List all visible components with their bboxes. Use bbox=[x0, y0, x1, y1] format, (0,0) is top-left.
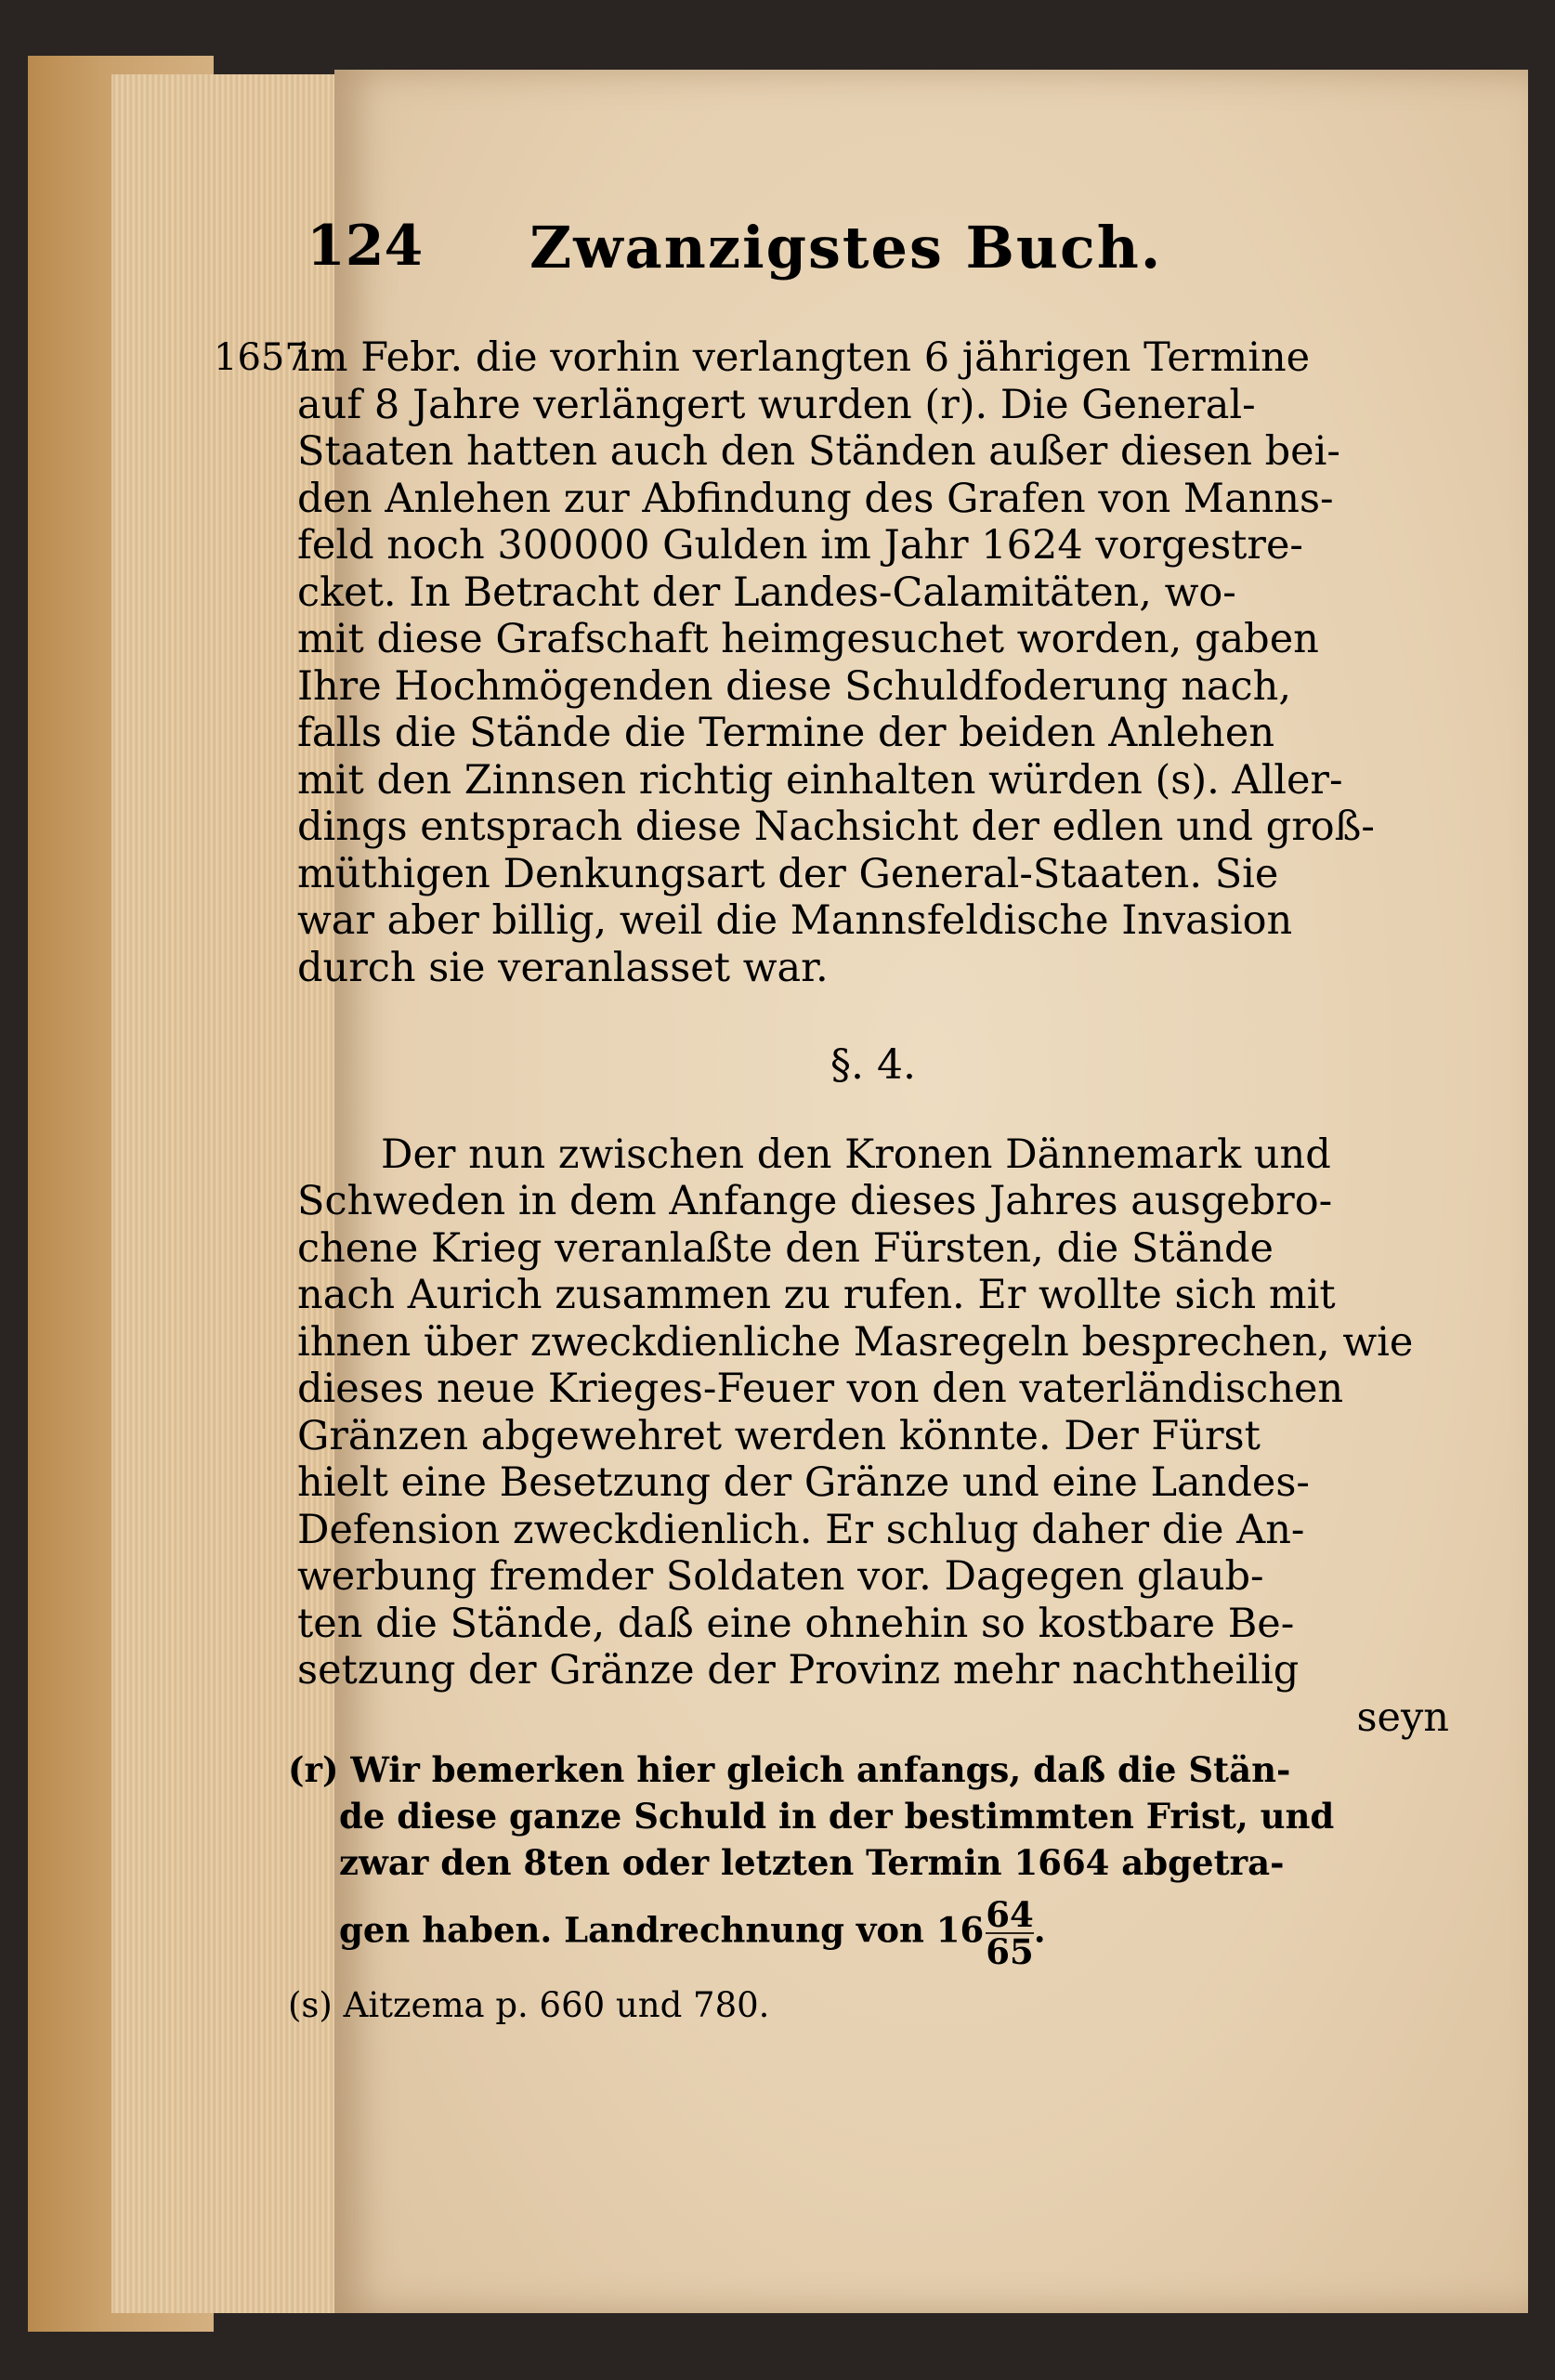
text-line: Defension zweckdienlich. Er schlug daher die An- bbox=[297, 1506, 1305, 1553]
running-title: Zwanzigstes Buch. bbox=[529, 214, 1163, 281]
paragraph-2 bbox=[297, 1131, 1449, 1742]
text-line: dings entsprach diese Nachsicht der edlen und groß- bbox=[297, 804, 1375, 850]
text-line: müthigen Denkungsart der General-Staaten. Sie bbox=[297, 850, 1279, 897]
text-line: Gränzen abgewehret werden könnte. Der Fürst bbox=[297, 1412, 1261, 1459]
text-line: auf 8 Jahre verlängert wurden (r). Die General- bbox=[297, 381, 1256, 428]
text-line: dieses neue Krieges-Feuer von den vaterländischen bbox=[297, 1366, 1344, 1412]
text-line: Ihre Hochmögenden diese Schuldfoderung nach, bbox=[297, 662, 1291, 710]
footnote-line: gen haben. Landrechnung von 16 $\frac{64}{65}$ . bbox=[339, 1894, 1046, 1972]
text-line: Schweden in dem Anfange dieses Jahres ausgebro- bbox=[297, 1178, 1333, 1224]
text-line: durch sie veranlasset war. bbox=[297, 944, 829, 991]
footnote-s: (s) Aitzema p. 660 und 780. bbox=[288, 1985, 770, 2025]
text-line: Staaten hatten auch den Ständen außer diesen bei- bbox=[297, 428, 1340, 475]
footnote-marker: (s) bbox=[288, 1985, 333, 2025]
page-number: 124 bbox=[307, 214, 424, 279]
text-line: ten die Stände, daß eine ohnehin so kostbare Be- bbox=[297, 1600, 1295, 1647]
fraction: $\frac{64}{65}$ bbox=[986, 1894, 1034, 1972]
margin-year: 1657 bbox=[214, 336, 308, 379]
text-line: setzung der Gränze der Provinz mehr nachtheilig bbox=[297, 1647, 1300, 1693]
text-line: feld noch 300000 Gulden im Jahr 1624 vorgestre- bbox=[297, 522, 1303, 569]
text-line: hielt eine Besetzung der Gränze und eine Landes- bbox=[297, 1459, 1310, 1506]
paragraph-1 bbox=[214, 334, 1449, 991]
text-line: chene Krieg veranlaßte den Fürsten, die Stände bbox=[297, 1224, 1274, 1272]
section-heading: §. 4. bbox=[830, 1041, 916, 1089]
text-line: den Anlehen zur Abfindung des Grafen von Manns- bbox=[297, 475, 1334, 522]
footnote-line: zwar den 8ten oder letzten Termin 1664 abgetra- bbox=[339, 1842, 1285, 1883]
page-header bbox=[307, 214, 1332, 297]
text-line: nach Aurich zusammen zu rufen. Er wollte sich mit bbox=[297, 1272, 1336, 1318]
text-line: falls die Stände die Termine der beiden Anlehen bbox=[297, 710, 1275, 756]
text-line: ihnen über zweckdienliche Masregeln besprechen, wie bbox=[297, 1318, 1414, 1366]
text-line: werbung fremder Soldaten vor. Dagegen glaub- bbox=[297, 1553, 1264, 1600]
footnote-line: de diese ganze Schuld in der bestimmten Frist, und bbox=[339, 1796, 1335, 1837]
text-line: Der nun zwischen den Kronen Dännemark und bbox=[381, 1131, 1331, 1178]
footnotes bbox=[288, 1746, 1449, 2029]
main-text bbox=[214, 334, 1449, 1741]
footnote-marker: (r) bbox=[288, 1749, 339, 1790]
text-line: 1657 im Febr. die vorhin verlangten 6 jährigen Termine bbox=[214, 334, 1311, 381]
text-line: cket. In Betracht der Landes-Calamitäten, wo- bbox=[297, 569, 1236, 616]
footnote-r: (r) Wir bemerken hier gleich anfangs, daß die Stän- bbox=[288, 1749, 1291, 1790]
text-line: mit den Zinnsen richtig einhalten würden (s). Aller- bbox=[297, 756, 1343, 804]
catchword: seyn bbox=[1356, 1693, 1449, 1741]
text-line: war aber billig, weil die Mannsfeldische Invasion bbox=[297, 897, 1293, 944]
text-line: mit diese Grafschaft heimgesuchet worden, gaben bbox=[297, 616, 1319, 662]
